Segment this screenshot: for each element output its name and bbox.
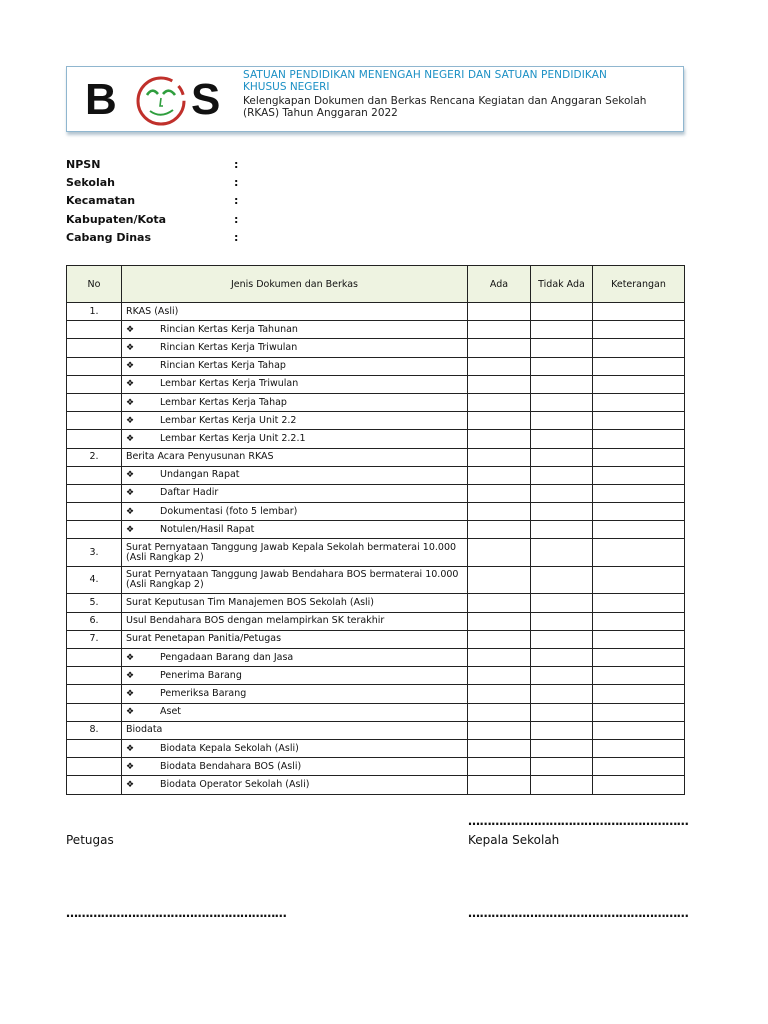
diamond-bullet-icon: ❖ [126, 361, 135, 372]
ada-cell[interactable] [468, 448, 531, 466]
tidak-ada-cell[interactable] [531, 484, 593, 502]
ada-cell[interactable] [468, 539, 531, 567]
keterangan-cell[interactable] [593, 375, 685, 393]
sub-item-label: Undangan Rapat [160, 469, 240, 481]
keterangan-cell[interactable] [593, 521, 685, 539]
keterangan-cell[interactable] [593, 303, 685, 321]
diamond-bullet-icon: ❖ [126, 524, 135, 535]
table-row [67, 758, 685, 776]
tidak-ada-cell[interactable] [531, 758, 593, 776]
tidak-ada-cell[interactable] [531, 667, 593, 685]
info-colon: : [234, 176, 239, 190]
tidak-ada-cell[interactable] [531, 739, 593, 757]
diamond-bullet-icon: ❖ [126, 652, 135, 663]
diamond-bullet-icon: ❖ [126, 506, 135, 517]
signature-line-petugas: ………………………………………………… [66, 906, 287, 920]
ada-cell[interactable] [468, 685, 531, 703]
diamond-bullet-icon: ❖ [126, 761, 135, 772]
keterangan-cell[interactable] [593, 776, 685, 794]
sub-item-cell [122, 375, 468, 393]
row-number: 2. [67, 448, 122, 466]
diamond-bullet-icon: ❖ [126, 415, 135, 426]
ada-cell[interactable] [468, 703, 531, 721]
row-number: 6. [67, 612, 122, 630]
sub-item-label: Lembar Kertas Kerja Tahap [160, 396, 287, 408]
tidak-ada-cell[interactable] [531, 649, 593, 667]
table-row [67, 357, 685, 375]
keterangan-cell[interactable] [593, 703, 685, 721]
tidak-ada-cell[interactable] [531, 412, 593, 430]
signature-title-petugas: Petugas [66, 833, 114, 847]
sub-item-cell [122, 357, 468, 375]
table-row [67, 739, 685, 757]
tidak-ada-cell[interactable] [531, 594, 593, 612]
diamond-bullet-icon: ❖ [126, 379, 135, 390]
table-row [67, 503, 685, 521]
row-number [67, 430, 122, 448]
keterangan-cell[interactable] [593, 721, 685, 739]
row-number [67, 685, 122, 703]
keterangan-cell[interactable] [593, 612, 685, 630]
sub-item-label: Aset [160, 706, 182, 718]
document-item-label: Berita Acara Penyusunan RKAS [122, 448, 468, 466]
ada-cell[interactable] [468, 375, 531, 393]
document-item-label: Surat Pernyataan Tanggung Jawab Kepala Sekolah bermaterai 10.000 (Asli Rangkap 2) [122, 539, 468, 567]
keterangan-cell[interactable] [593, 466, 685, 484]
sub-item-cell [122, 484, 468, 502]
ada-cell[interactable] [468, 503, 531, 521]
document-item-label: Surat Pernyataan Tanggung Jawab Bendahara BOS bermaterai 10.000 (Asli Rangkap 2) [122, 566, 468, 594]
sub-item-label: Lembar Kertas Kerja Unit 2.2 [160, 414, 297, 426]
keterangan-cell[interactable] [593, 566, 685, 594]
tidak-ada-cell[interactable] [531, 703, 593, 721]
table-row [67, 649, 685, 667]
sub-item-label: Dokumentasi (foto 5 lembar) [160, 505, 298, 517]
table-header-row [67, 266, 685, 303]
sub-item-label: Biodata Kepala Sekolah (Asli) [160, 742, 299, 754]
keterangan-cell[interactable] [593, 448, 685, 466]
signature-line-kepala-sekolah: ………………………………………………… [468, 906, 689, 920]
table-row [67, 539, 685, 567]
row-number: 1. [67, 303, 122, 321]
row-number [67, 758, 122, 776]
sub-item-cell [122, 703, 468, 721]
table-row [67, 594, 685, 612]
tidak-ada-cell[interactable] [531, 448, 593, 466]
keterangan-cell[interactable] [593, 594, 685, 612]
ada-cell[interactable] [468, 484, 531, 502]
table-row [67, 630, 685, 648]
ada-cell[interactable] [468, 594, 531, 612]
sub-item-label: Penerima Barang [160, 669, 242, 681]
row-number: 8. [67, 721, 122, 739]
table-row [67, 466, 685, 484]
row-number: 3. [67, 539, 122, 567]
ada-cell[interactable] [468, 739, 531, 757]
keterangan-cell[interactable] [593, 430, 685, 448]
sub-item-cell [122, 503, 468, 521]
ada-cell[interactable] [468, 758, 531, 776]
table-row [67, 321, 685, 339]
keterangan-cell[interactable] [593, 667, 685, 685]
table-row [67, 430, 685, 448]
diamond-bullet-icon: ❖ [126, 488, 135, 499]
ada-cell[interactable] [468, 412, 531, 430]
row-number [67, 412, 122, 430]
keterangan-cell[interactable] [593, 484, 685, 502]
row-number [67, 503, 122, 521]
diamond-bullet-icon: ❖ [126, 707, 135, 718]
diamond-bullet-icon: ❖ [126, 324, 135, 335]
table-row [67, 667, 685, 685]
info-label: Cabang Dinas [66, 230, 152, 244]
keterangan-cell[interactable] [593, 739, 685, 757]
document-item-label: Surat Penetapan Panitia/Petugas [122, 630, 468, 648]
row-number [67, 357, 122, 375]
keterangan-cell[interactable] [593, 539, 685, 567]
smiley-face-icon [133, 73, 189, 129]
ada-cell[interactable] [468, 303, 531, 321]
ada-cell[interactable] [468, 566, 531, 594]
table-row [67, 484, 685, 502]
row-number [67, 521, 122, 539]
row-number [67, 739, 122, 757]
info-label: Kecamatan [66, 194, 136, 208]
tidak-ada-cell[interactable] [531, 321, 593, 339]
sub-item-label: Pemeriksa Barang [160, 687, 247, 699]
sub-item-label: Lembar Kertas Kerja Unit 2.2.1 [160, 432, 306, 444]
column-header-ada: Ada [468, 266, 531, 303]
row-number: 7. [67, 630, 122, 648]
document-checklist-table [66, 265, 685, 795]
keterangan-cell[interactable] [593, 630, 685, 648]
row-number [67, 667, 122, 685]
bos-logo [85, 73, 225, 127]
row-number [67, 339, 122, 357]
table-row [67, 412, 685, 430]
row-number: 4. [67, 566, 122, 594]
ada-cell[interactable] [468, 393, 531, 411]
tidak-ada-cell[interactable] [531, 503, 593, 521]
document-item-label: Usul Bendahara BOS dengan melampirkan SK terakhir [122, 612, 468, 630]
column-header-tidak-ada: Tidak Ada [531, 266, 593, 303]
ada-cell[interactable] [468, 612, 531, 630]
ada-cell[interactable] [468, 339, 531, 357]
table-row [67, 521, 685, 539]
table-row [67, 393, 685, 411]
document-item-label: RKAS (Asli) [122, 303, 468, 321]
tidak-ada-cell[interactable] [531, 776, 593, 794]
keterangan-cell[interactable] [593, 685, 685, 703]
diamond-bullet-icon: ❖ [126, 397, 135, 408]
keterangan-cell[interactable] [593, 339, 685, 357]
row-number [67, 375, 122, 393]
diamond-bullet-icon: ❖ [126, 688, 135, 699]
document-item-label: Biodata [122, 721, 468, 739]
tidak-ada-cell[interactable] [531, 630, 593, 648]
header-document-year: (RKAS) Tahun Anggaran 2022 [243, 107, 398, 119]
document-item-label: Surat Keputusan Tim Manajemen BOS Sekolah (Asli) [122, 594, 468, 612]
tidak-ada-cell[interactable] [531, 566, 593, 594]
info-colon: : [234, 212, 239, 226]
column-header-no: No [67, 266, 122, 303]
row-number [67, 703, 122, 721]
table-row [67, 776, 685, 794]
logo-letter-b: B [85, 75, 117, 124]
table-row [67, 685, 685, 703]
table-row [67, 703, 685, 721]
keterangan-cell[interactable] [593, 412, 685, 430]
ada-cell[interactable] [468, 649, 531, 667]
table-row [67, 721, 685, 739]
table-row [67, 339, 685, 357]
sub-item-cell [122, 466, 468, 484]
table-body [67, 303, 685, 795]
diamond-bullet-icon: ❖ [126, 670, 135, 681]
tidak-ada-cell[interactable] [531, 303, 593, 321]
tidak-ada-cell[interactable] [531, 721, 593, 739]
row-number [67, 484, 122, 502]
keterangan-cell[interactable] [593, 393, 685, 411]
row-number [67, 393, 122, 411]
sub-item-cell [122, 339, 468, 357]
ada-cell[interactable] [468, 721, 531, 739]
info-label: Sekolah [66, 176, 115, 190]
sub-item-label: Lembar Kertas Kerja Triwulan [160, 378, 299, 390]
info-label: NPSN [66, 158, 101, 171]
sub-item-label: Rincian Kertas Kerja Tahunan [160, 323, 298, 335]
diamond-bullet-icon: ❖ [126, 470, 135, 481]
sub-item-cell [122, 667, 468, 685]
table-row [67, 612, 685, 630]
keterangan-cell[interactable] [593, 758, 685, 776]
sub-item-cell [122, 430, 468, 448]
ada-cell[interactable] [468, 321, 531, 339]
sub-item-label: Daftar Hadir [160, 487, 219, 499]
sub-item-label: Biodata Operator Sekolah (Asli) [160, 778, 310, 790]
diamond-bullet-icon: ❖ [126, 342, 135, 353]
row-number: 5. [67, 594, 122, 612]
info-colon: : [234, 230, 239, 244]
row-number [67, 649, 122, 667]
tidak-ada-cell[interactable] [531, 375, 593, 393]
tidak-ada-cell[interactable] [531, 521, 593, 539]
keterangan-cell[interactable] [593, 649, 685, 667]
sub-item-cell [122, 758, 468, 776]
info-colon: : [234, 194, 239, 208]
logo-letter-s: S [191, 75, 221, 124]
sub-item-cell [122, 393, 468, 411]
ada-cell[interactable] [468, 357, 531, 375]
tidak-ada-cell[interactable] [531, 466, 593, 484]
row-number [67, 466, 122, 484]
table-row [67, 375, 685, 393]
tidak-ada-cell[interactable] [531, 357, 593, 375]
sub-item-label: Pengadaan Barang dan Jasa [160, 651, 294, 663]
sub-item-cell [122, 739, 468, 757]
diamond-bullet-icon: ❖ [126, 743, 135, 754]
sub-item-cell [122, 321, 468, 339]
ada-cell[interactable] [468, 776, 531, 794]
column-header-keterangan: Keterangan [593, 266, 685, 303]
row-number [67, 321, 122, 339]
info-colon: : [234, 158, 239, 171]
ada-cell[interactable] [468, 466, 531, 484]
sub-item-cell [122, 412, 468, 430]
tidak-ada-cell[interactable] [531, 612, 593, 630]
tidak-ada-cell[interactable] [531, 339, 593, 357]
row-number [67, 776, 122, 794]
signature-title-kepala-sekolah: Kepala Sekolah [468, 833, 560, 847]
tidak-ada-cell[interactable] [531, 430, 593, 448]
ada-cell[interactable] [468, 430, 531, 448]
keterangan-cell[interactable] [593, 321, 685, 339]
tidak-ada-cell[interactable] [531, 539, 593, 567]
header-document-title: Kelengkapan Dokumen dan Berkas Rencana Kegiatan dan Anggaran Sekolah [243, 95, 647, 107]
sub-item-cell [122, 521, 468, 539]
ada-cell[interactable] [468, 521, 531, 539]
keterangan-cell[interactable] [593, 357, 685, 375]
table-row [67, 566, 685, 594]
date-line: ………………………………………………… [468, 814, 689, 828]
sub-item-cell [122, 776, 468, 794]
table-row [67, 448, 685, 466]
sub-item-label: Biodata Bendahara BOS (Asli) [160, 760, 302, 772]
ada-cell[interactable] [468, 630, 531, 648]
ada-cell[interactable] [468, 667, 531, 685]
diamond-bullet-icon: ❖ [126, 433, 135, 444]
info-label: Kabupaten/Kota [66, 212, 167, 226]
column-header-jenis: Jenis Dokumen dan Berkas [122, 266, 468, 303]
sub-item-cell [122, 685, 468, 703]
keterangan-cell[interactable] [593, 503, 685, 521]
sub-item-label: Notulen/Hasil Rapat [160, 523, 255, 535]
sub-item-label: Rincian Kertas Kerja Tahap [160, 360, 286, 372]
header-text [243, 69, 679, 119]
sub-item-label: Rincian Kertas Kerja Triwulan [160, 341, 298, 353]
sub-item-cell [122, 649, 468, 667]
document-header [66, 66, 684, 132]
tidak-ada-cell[interactable] [531, 393, 593, 411]
table-row [67, 303, 685, 321]
header-institution-line1: SATUAN PENDIDIKAN MENENGAH NEGERI DAN SATUAN PENDIDIKAN [243, 69, 607, 81]
tidak-ada-cell[interactable] [531, 685, 593, 703]
diamond-bullet-icon: ❖ [126, 779, 135, 790]
header-institution-line2: KHUSUS NEGERI [243, 81, 330, 93]
